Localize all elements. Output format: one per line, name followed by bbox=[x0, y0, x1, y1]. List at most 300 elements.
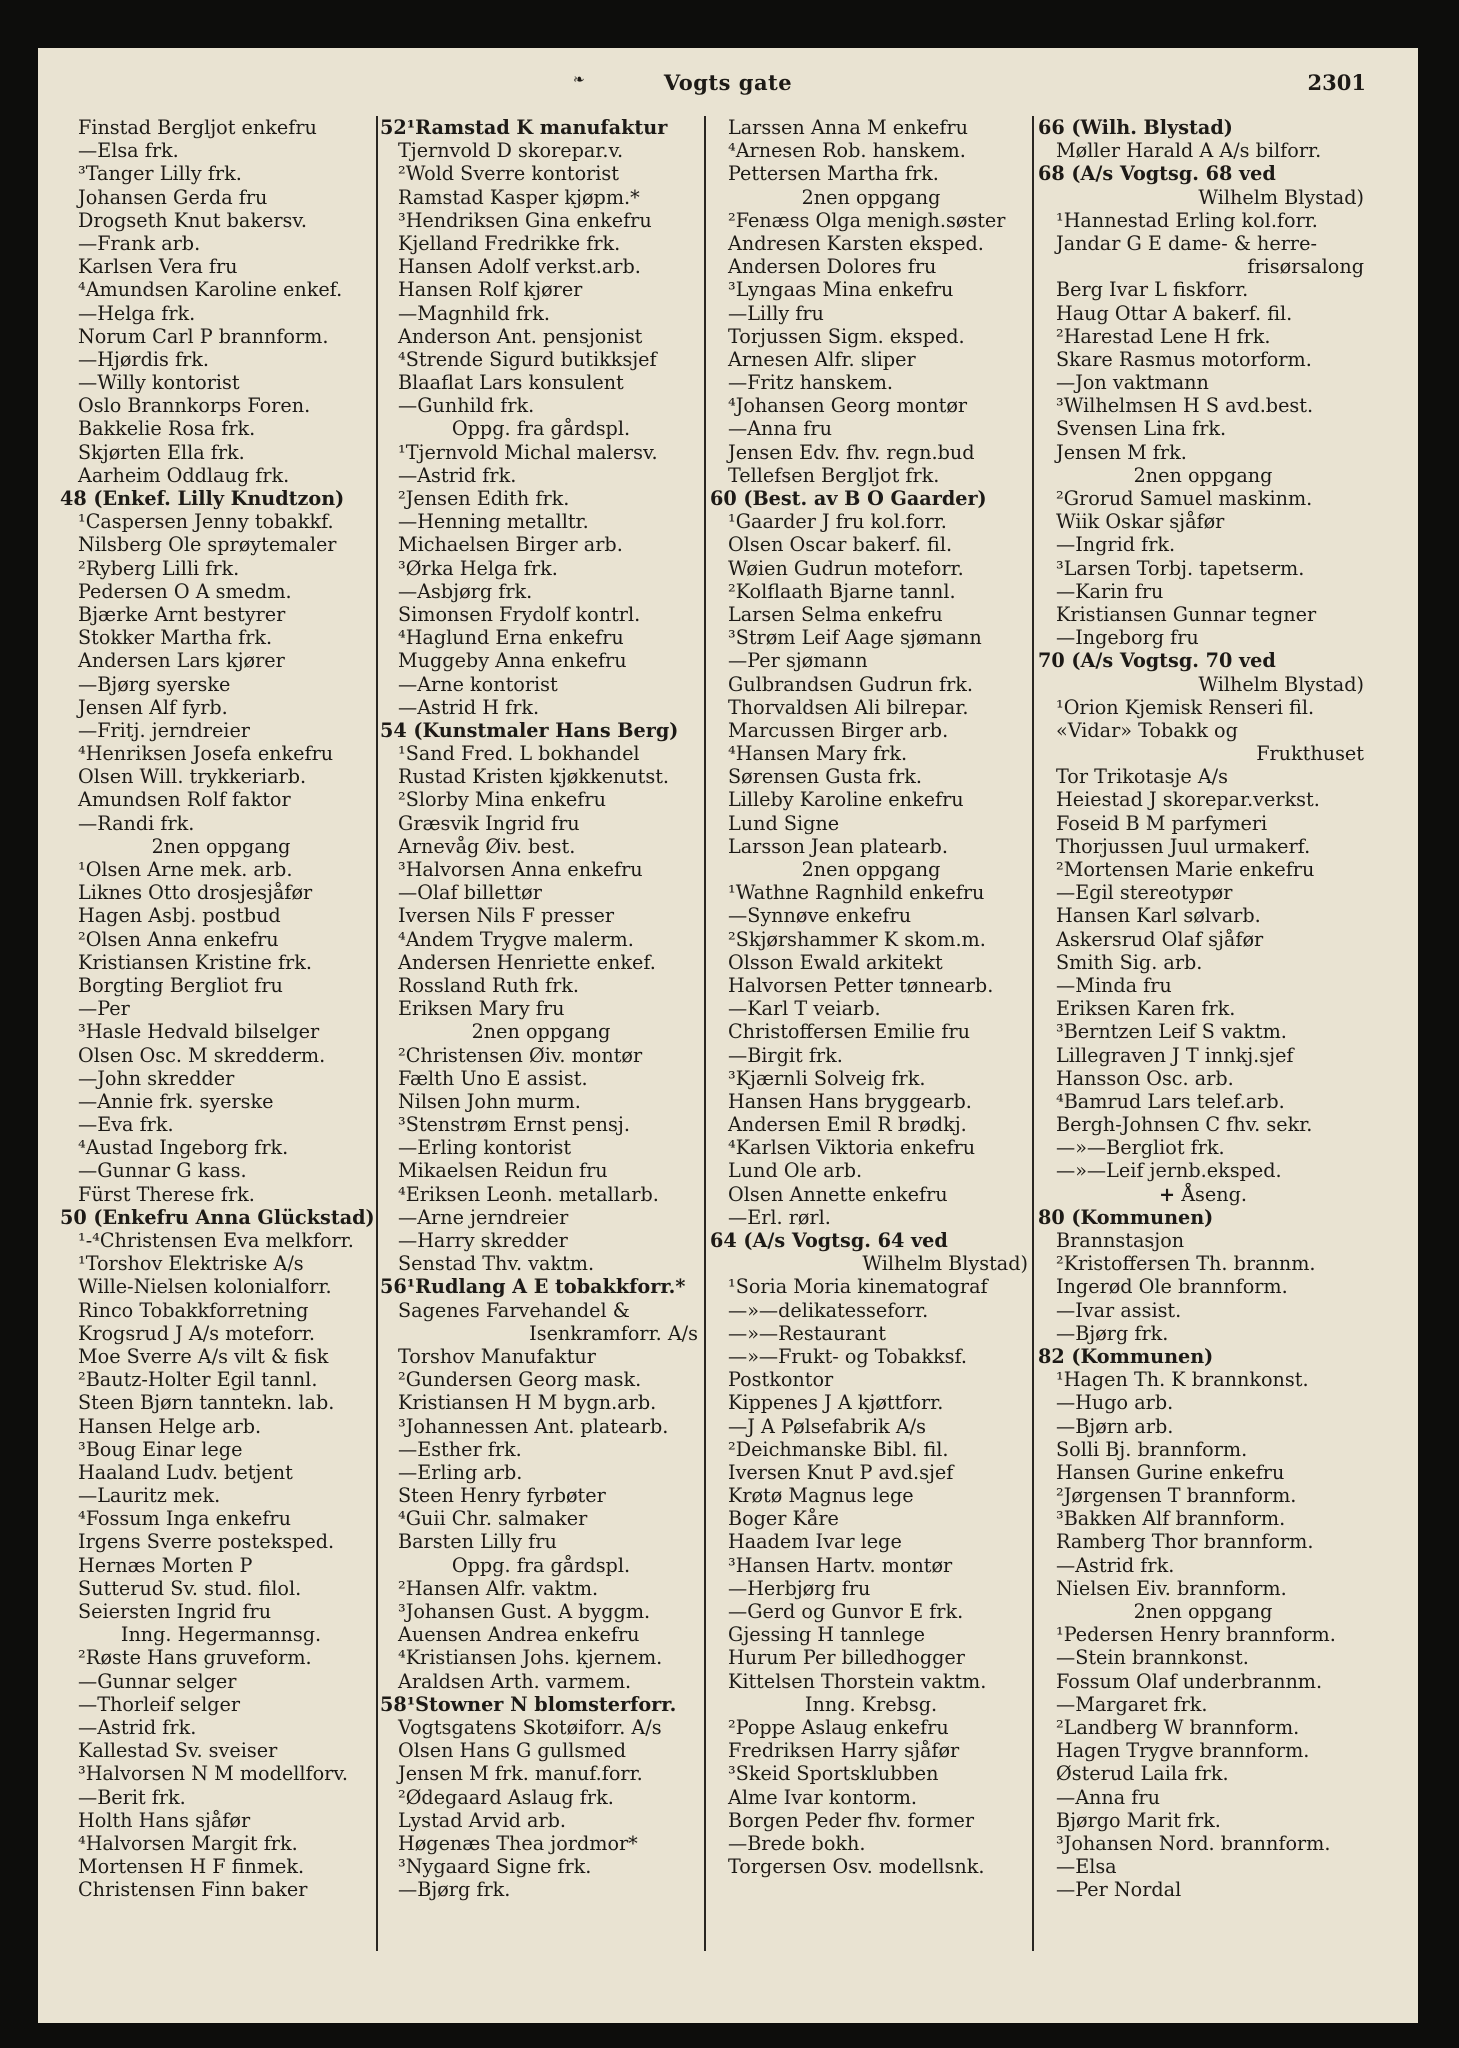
entry-text: —Anna fru bbox=[1056, 1785, 1160, 1809]
resident-entry bbox=[1038, 487, 1368, 510]
resident-entry bbox=[710, 997, 1032, 1020]
resident-entry bbox=[710, 417, 1032, 440]
entry-text: —Randi frk. bbox=[78, 811, 195, 835]
entry-text: Hagen Asbj. postbud bbox=[78, 904, 281, 928]
resident-entry bbox=[380, 441, 702, 464]
entry-text: —»—Leif jernb.eksped. bbox=[1056, 1159, 1282, 1183]
resident-entry bbox=[60, 1345, 382, 1368]
entry-text: ⁴Hansen Mary frk. bbox=[728, 742, 908, 766]
resident-entry bbox=[710, 1832, 1032, 1855]
entry-text: —Ingrid frk. bbox=[1056, 533, 1176, 557]
entry-text: ¹Pedersen Henry brannform. bbox=[1056, 1623, 1336, 1647]
entry-text: Haug Ottar A bakerf. fil. bbox=[1056, 301, 1293, 325]
stairway-heading bbox=[60, 1623, 382, 1646]
resident-entry bbox=[380, 278, 702, 301]
entry-text: ¹Orion Kjemisk Renseri fil. bbox=[1056, 695, 1315, 719]
entry-text: Hurum Per billedhogger bbox=[728, 1646, 965, 1670]
resident-entry bbox=[60, 928, 382, 951]
resident-entry bbox=[60, 1252, 382, 1275]
resident-entry bbox=[1038, 1438, 1368, 1461]
resident-entry bbox=[1038, 1716, 1368, 1739]
entry-text: —Elsa frk. bbox=[78, 139, 179, 163]
entry-text: Gulbrandsen Gudrun frk. bbox=[728, 672, 973, 696]
resident-entry bbox=[60, 232, 382, 255]
entry-text: Pettersen Martha frk. bbox=[728, 162, 939, 186]
resident-entry bbox=[60, 1136, 382, 1159]
resident-entry bbox=[710, 1090, 1032, 1113]
entry-text: «Vidar» Tobakk og bbox=[1056, 718, 1238, 742]
resident-entry bbox=[710, 1762, 1032, 1785]
resident-entry bbox=[60, 325, 382, 348]
resident-entry bbox=[380, 997, 702, 1020]
entry-text: Alme Ivar kontorm. bbox=[728, 1785, 918, 1809]
resident-entry bbox=[710, 788, 1032, 811]
entry-text: Muggeby Anna enkefru bbox=[398, 649, 627, 673]
entry-text: —Astrid frk. bbox=[78, 1715, 197, 1739]
entry-text: Olsen Will. trykkeriarb. bbox=[78, 765, 307, 789]
entry-text: 2nen oppgang bbox=[1133, 463, 1273, 487]
entry-text: Hansen Adolf verkst.arb. bbox=[398, 255, 641, 279]
entry-text: ⁴Bamrud Lars telef.arb. bbox=[1056, 1089, 1285, 1113]
resident-entry bbox=[60, 812, 382, 835]
resident-entry bbox=[710, 1670, 1032, 1693]
entry-text: Lund Signe bbox=[728, 811, 840, 835]
resident-entry bbox=[60, 951, 382, 974]
resident-entry bbox=[1038, 1020, 1368, 1043]
resident-entry bbox=[710, 1415, 1032, 1438]
entry-text: —Astrid frk. bbox=[1056, 1553, 1175, 1577]
entry-text: —Lilly fru bbox=[728, 301, 824, 325]
resident-entry bbox=[710, 1507, 1032, 1530]
entry-text: Rossland Ruth frk. bbox=[398, 973, 579, 997]
resident-entry bbox=[710, 1786, 1032, 1809]
entry-text: Krogsrud J A/s moteforr. bbox=[78, 1321, 315, 1345]
resident-entry bbox=[710, 1368, 1032, 1391]
resident-entry bbox=[1038, 1786, 1368, 1809]
entry-text: —Frank arb. bbox=[78, 231, 201, 255]
entry-text: —»—delikatesseforr. bbox=[728, 1298, 929, 1322]
entry-text: —Annie frk. syerske bbox=[78, 1089, 274, 1113]
entry-text: Olsen Oscar bakerf. fil. bbox=[728, 533, 953, 557]
entry-text: Møller Harald A A/s bilforr. bbox=[1056, 139, 1322, 163]
resident-entry bbox=[60, 510, 382, 533]
entry-text: Borgting Bergliot fru bbox=[78, 973, 283, 997]
address-heading bbox=[1038, 1206, 1368, 1229]
entry-text: ³Tanger Lilly frk. bbox=[78, 162, 242, 186]
resident-entry bbox=[60, 139, 382, 162]
entry-text: Hansen Hans bryggearb. bbox=[728, 1089, 972, 1113]
entry-text: —Hjørdis frk. bbox=[78, 347, 209, 371]
resident-entry bbox=[380, 1159, 702, 1182]
resident-entry bbox=[380, 1322, 702, 1345]
resident-entry bbox=[380, 533, 702, 556]
entry-text: —»—Bergliot frk. bbox=[1056, 1136, 1225, 1160]
entry-text: Fælth Uno E assist. bbox=[398, 1066, 588, 1090]
resident-entry bbox=[710, 1044, 1032, 1067]
entry-text: 50 (Enkefru Anna Glückstad) bbox=[60, 1205, 375, 1229]
entry-text: Sørensen Gusta frk. bbox=[728, 765, 923, 789]
stairway-heading bbox=[380, 1020, 702, 1043]
entry-text: 2nen oppgang bbox=[471, 1020, 611, 1044]
entry-text: Nilsen John murm. bbox=[398, 1089, 581, 1113]
entry-text: Christoffersen Emilie fru bbox=[728, 1020, 970, 1044]
resident-entry bbox=[710, 278, 1032, 301]
resident-entry bbox=[1038, 441, 1368, 464]
resident-entry bbox=[380, 626, 702, 649]
entry-text: ²Ryberg Lilli frk. bbox=[78, 556, 240, 580]
resident-entry bbox=[380, 232, 702, 255]
entry-text: Steen Henry fyrbøter bbox=[398, 1484, 606, 1508]
entry-text: ²Kristoffersen Th. brannm. bbox=[1056, 1252, 1316, 1276]
entry-text: —Erl. rørl. bbox=[728, 1205, 831, 1229]
stairway-heading bbox=[710, 858, 1032, 881]
resident-entry bbox=[60, 649, 382, 672]
entry-text: —Minda fru bbox=[1056, 973, 1172, 997]
resident-entry bbox=[710, 1438, 1032, 1461]
resident-entry bbox=[1038, 974, 1368, 997]
resident-entry bbox=[1038, 1855, 1368, 1878]
ornament-icon: ❧ bbox=[573, 72, 585, 88]
resident-entry bbox=[1038, 696, 1368, 719]
entry-text: Halvorsen Petter tønnearb. bbox=[728, 973, 994, 997]
resident-entry bbox=[60, 1739, 382, 1762]
stairway-heading bbox=[710, 1693, 1032, 1716]
entry-text: Torgersen Osv. modellsnk. bbox=[728, 1855, 985, 1879]
resident-entry bbox=[60, 1577, 382, 1600]
resident-entry bbox=[710, 626, 1032, 649]
resident-entry bbox=[1038, 1554, 1368, 1577]
entry-text: Hansen Rolf kjører bbox=[398, 278, 583, 302]
resident-entry bbox=[710, 951, 1032, 974]
entry-text: Kristiansen Kristine frk. bbox=[78, 950, 312, 974]
entry-text: ³Larsen Torbj. tapetserm. bbox=[1056, 556, 1305, 580]
entry-text: Torshov Manufaktur bbox=[398, 1344, 596, 1368]
resident-entry bbox=[380, 1646, 702, 1669]
resident-entry bbox=[380, 1391, 702, 1414]
entry-text: ³Hasle Hedvald bilselger bbox=[78, 1020, 320, 1044]
entry-text: Drogseth Knut bakersv. bbox=[78, 208, 308, 232]
resident-entry bbox=[60, 1554, 382, 1577]
resident-entry bbox=[1038, 232, 1368, 255]
resident-entry bbox=[710, 1646, 1032, 1669]
entry-text: Hansson Osc. arb. bbox=[1056, 1066, 1234, 1090]
resident-entry bbox=[710, 441, 1032, 464]
entry-text: Marcussen Birger arb. bbox=[728, 718, 949, 742]
entry-text: 52¹Ramstad K manufaktur bbox=[380, 116, 668, 139]
resident-entry bbox=[380, 186, 702, 209]
entry-text: —Asbjørg frk. bbox=[398, 579, 533, 603]
entry-text: —Berit frk. bbox=[78, 1785, 186, 1809]
resident-entry bbox=[1038, 765, 1368, 788]
resident-entry bbox=[380, 1809, 702, 1832]
entry-text: Østerud Laila frk. bbox=[1056, 1762, 1229, 1786]
resident-entry bbox=[1038, 904, 1368, 927]
entry-text: Christensen Finn baker bbox=[78, 1878, 308, 1902]
entry-text: ²Grorud Samuel maskinm. bbox=[1056, 487, 1313, 510]
entry-text: —Lauritz mek. bbox=[78, 1484, 221, 1508]
entry-text: ⁴Guii Chr. salmaker bbox=[398, 1507, 588, 1531]
resident-entry bbox=[710, 209, 1032, 232]
resident-entry bbox=[380, 858, 702, 881]
entry-text: Wiik Oskar sjåfør bbox=[1056, 510, 1225, 534]
entry-text: —Erling arb. bbox=[398, 1460, 523, 1484]
resident-entry bbox=[710, 673, 1032, 696]
entry-text: Lillegraven J T innkj.sjef bbox=[1056, 1043, 1294, 1067]
resident-entry bbox=[60, 1530, 382, 1553]
entry-text: Foseid B M parfymeri bbox=[1056, 811, 1268, 835]
resident-entry bbox=[710, 394, 1032, 417]
entry-text: ²Poppe Aslaug enkefru bbox=[728, 1715, 949, 1739]
resident-entry bbox=[380, 557, 702, 580]
resident-entry bbox=[1038, 1113, 1368, 1136]
entry-text: ²Deichmanske Bibl. fil. bbox=[728, 1437, 949, 1461]
resident-entry bbox=[60, 1438, 382, 1461]
entry-text: ³Kjærnli Solveig frk. bbox=[728, 1066, 926, 1090]
entry-text: Kippenes J A kjøttforr. bbox=[728, 1391, 944, 1415]
entry-text: ¹Hagen Th. K brannkonst. bbox=[1056, 1368, 1309, 1392]
entry-text: —Per sjømann bbox=[728, 649, 868, 673]
resident-entry bbox=[380, 1183, 702, 1206]
resident-entry bbox=[1038, 603, 1368, 626]
entry-text: Haaland Ludv. betjent bbox=[78, 1460, 293, 1484]
resident-entry bbox=[60, 1391, 382, 1414]
resident-entry bbox=[380, 348, 702, 371]
resident-entry bbox=[710, 719, 1032, 742]
entry-text: Oppg. fra gårdspl. bbox=[451, 417, 631, 441]
resident-entry bbox=[1038, 533, 1368, 556]
stairway-heading bbox=[380, 1554, 702, 1577]
entry-text: —Bjørg frk. bbox=[1056, 1321, 1169, 1345]
resident-entry bbox=[60, 116, 382, 139]
resident-entry bbox=[1038, 626, 1368, 649]
entry-text: Anderson Ant. pensjonist bbox=[398, 324, 643, 348]
resident-entry bbox=[710, 1345, 1032, 1368]
entry-text: ¹Hannestad Erling kol.forr. bbox=[1056, 208, 1318, 232]
resident-entry bbox=[60, 394, 382, 417]
entry-text: Barsten Lilly fru bbox=[398, 1530, 557, 1554]
resident-entry bbox=[380, 928, 702, 951]
entry-text: —John skredder bbox=[78, 1066, 235, 1090]
resident-entry bbox=[380, 1739, 702, 1762]
resident-entry bbox=[710, 1136, 1032, 1159]
entry-text: ¹-⁴Christensen Eva melkforr. bbox=[78, 1229, 354, 1252]
entry-text: Inng. Hegermannsg. bbox=[120, 1623, 322, 1647]
stairway-heading bbox=[380, 417, 702, 440]
resident-entry bbox=[1038, 1577, 1368, 1600]
resident-entry bbox=[710, 696, 1032, 719]
entry-text: Oslo Brannkorps Foren. bbox=[78, 394, 311, 418]
entry-text: ⁴Austad Ingeborg frk. bbox=[78, 1136, 289, 1160]
entry-text: 68 (A/s Vogtsg. 68 ved bbox=[1038, 162, 1276, 186]
resident-entry bbox=[710, 812, 1032, 835]
entry-text: —Gerd og Gunvor E frk. bbox=[728, 1600, 964, 1623]
resident-entry bbox=[380, 325, 702, 348]
entry-text: Andersen Lars kjører bbox=[78, 649, 285, 673]
resident-entry bbox=[1038, 348, 1368, 371]
resident-entry bbox=[380, 1206, 702, 1229]
entry-text: Hansen Gurine enkefru bbox=[1056, 1460, 1285, 1484]
entry-text: Skjørten Ella frk. bbox=[78, 440, 245, 464]
entry-text: ⁴Haglund Erna enkefru bbox=[398, 626, 624, 650]
resident-entry bbox=[710, 139, 1032, 162]
resident-entry bbox=[1038, 1809, 1368, 1832]
entry-text: Fossum Olaf underbrannm. bbox=[1056, 1669, 1323, 1693]
entry-text: ³Boug Einar lege bbox=[78, 1437, 243, 1461]
entry-text: Ramstad Kasper kjøpm.* bbox=[398, 185, 640, 209]
resident-entry bbox=[60, 1786, 382, 1809]
entry-text: ²Bautz-Holter Egil tannl. bbox=[78, 1368, 318, 1392]
resident-entry bbox=[1038, 1507, 1368, 1530]
entry-text: 70 (A/s Vogtsg. 70 ved bbox=[1038, 649, 1276, 673]
entry-text: Ramberg Thor brannform. bbox=[1056, 1530, 1314, 1554]
entry-text: Auensen Andrea enkefru bbox=[398, 1623, 640, 1647]
entry-text: ⁴Andem Trygve malerm. bbox=[398, 927, 634, 951]
entry-text: Arnevåg Øiv. best. bbox=[398, 834, 576, 858]
entry-text: ³Skeid Sportsklubben bbox=[728, 1762, 939, 1786]
entry-text: Andersen Emil R brødkj. bbox=[728, 1113, 967, 1137]
resident-entry bbox=[380, 812, 702, 835]
entry-text: Gjessing H tannlege bbox=[728, 1623, 926, 1647]
address-heading bbox=[380, 1275, 702, 1298]
entry-text: Wille-Nielsen kolonialforr. bbox=[78, 1275, 332, 1299]
entry-text: Kittelsen Thorstein vaktm. bbox=[728, 1669, 987, 1693]
address-heading bbox=[710, 487, 1032, 510]
entry-text: ²Røste Hans gruveform. bbox=[78, 1646, 312, 1670]
resident-entry bbox=[1038, 719, 1368, 742]
resident-entry bbox=[380, 162, 702, 185]
stairway-heading bbox=[60, 835, 382, 858]
resident-entry bbox=[380, 464, 702, 487]
resident-entry bbox=[60, 603, 382, 626]
entry-text: Rinco Tobakkforretning bbox=[78, 1298, 309, 1322]
resident-entry bbox=[380, 371, 702, 394]
entry-text: ³Nygaard Signe frk. bbox=[398, 1855, 592, 1879]
entry-text: —Stein brannkonst. bbox=[1056, 1646, 1249, 1670]
entry-text: Michaelsen Birger arb. bbox=[398, 533, 623, 557]
resident-entry bbox=[380, 1252, 702, 1275]
resident-entry bbox=[60, 186, 382, 209]
entry-text: Olsson Ewald arkitekt bbox=[728, 950, 943, 974]
resident-entry bbox=[380, 510, 702, 533]
resident-entry bbox=[380, 1345, 702, 1368]
entry-text: Hagen Trygve brannform. bbox=[1056, 1739, 1310, 1763]
resident-entry bbox=[380, 951, 702, 974]
resident-entry bbox=[380, 881, 702, 904]
entry-text: 48 (Enkef. Lilly Knudtzon) bbox=[60, 487, 345, 510]
entry-text: Blaaflat Lars konsulent bbox=[398, 371, 624, 395]
resident-entry bbox=[1038, 1693, 1368, 1716]
stairway-heading bbox=[710, 186, 1032, 209]
resident-entry bbox=[1038, 417, 1368, 440]
entry-text: Lilleby Karoline enkefru bbox=[728, 788, 964, 812]
resident-entry bbox=[1038, 1275, 1368, 1298]
entry-text: Åseng. bbox=[1181, 1182, 1247, 1206]
resident-entry bbox=[380, 696, 702, 719]
entry-text: ³Ørka Helga frk. bbox=[398, 556, 558, 580]
entry-text: Pedersen O A smedm. bbox=[78, 579, 292, 603]
resident-entry bbox=[710, 1206, 1032, 1229]
entry-text: Norum Carl P brannform. bbox=[78, 324, 329, 348]
entry-text: —»—Frukt- og Tobakksf. bbox=[728, 1344, 968, 1368]
entry-text: ³Wilhelmsen H S avd.best. bbox=[1056, 394, 1314, 418]
resident-entry bbox=[380, 1832, 702, 1855]
entry-text: ³Lyngaas Mina enkefru bbox=[728, 278, 954, 302]
resident-entry bbox=[380, 1762, 702, 1785]
resident-entry bbox=[380, 603, 702, 626]
entry-text: Thorvaldsen Ali bilrepar. bbox=[728, 695, 969, 719]
resident-entry bbox=[380, 1368, 702, 1391]
entry-text: Eriksen Karen frk. bbox=[1056, 997, 1236, 1021]
entry-text: —Olaf billettør bbox=[398, 881, 542, 905]
entry-text: ⁴Henriksen Josefa enkefru bbox=[78, 742, 334, 766]
entry-text: Kjelland Fredrikke frk. bbox=[398, 231, 621, 255]
resident-entry bbox=[1038, 371, 1368, 394]
resident-entry bbox=[60, 1855, 382, 1878]
entry-text: ³Halvorsen N M modellforv. bbox=[78, 1762, 349, 1786]
entry-text: ³Berntzen Leif S vaktm. bbox=[1056, 1020, 1287, 1044]
address-heading bbox=[1038, 116, 1368, 139]
entry-text: ¹Caspersen Jenny tobakkf. bbox=[78, 510, 334, 534]
resident-entry bbox=[1038, 1832, 1368, 1855]
resident-entry bbox=[380, 1670, 702, 1693]
resident-entry bbox=[380, 580, 702, 603]
entry-text: ²Olsen Anna enkefru bbox=[78, 927, 279, 951]
resident-entry bbox=[710, 1275, 1032, 1298]
entry-text: Thorjussen Juul urmakerf. bbox=[1056, 834, 1311, 858]
resident-entry bbox=[60, 464, 382, 487]
entry-text: ²Jensen Edith frk. bbox=[398, 487, 570, 510]
column-divider bbox=[1032, 116, 1034, 1951]
resident-entry bbox=[60, 1044, 382, 1067]
entry-text: ³Johannessen Ant. platearb. bbox=[398, 1414, 669, 1438]
resident-entry bbox=[710, 603, 1032, 626]
resident-entry bbox=[710, 928, 1032, 951]
entry-text: Ingerød Ole brannform. bbox=[1056, 1275, 1288, 1299]
entry-text: Steen Bjørn tanntekn. lab. bbox=[78, 1391, 335, 1415]
resident-entry bbox=[1038, 788, 1368, 811]
resident-entry bbox=[60, 881, 382, 904]
resident-entry bbox=[60, 1415, 382, 1438]
resident-entry bbox=[1038, 510, 1368, 533]
entry-text: Hansen Helge arb. bbox=[78, 1414, 262, 1438]
entry-text: Boger Kåre bbox=[728, 1507, 839, 1531]
resident-entry bbox=[710, 742, 1032, 765]
resident-entry bbox=[710, 1461, 1032, 1484]
entry-text: Isenkramforr. A/s bbox=[529, 1321, 698, 1345]
address-heading bbox=[1038, 1345, 1368, 1368]
resident-entry bbox=[60, 696, 382, 719]
entry-text: Jensen M frk. manuf.forr. bbox=[398, 1762, 643, 1786]
resident-entry bbox=[380, 835, 702, 858]
entry-text: 54 (Kunstmaler Hans Berg) bbox=[380, 718, 679, 742]
entry-text: 2nen oppgang bbox=[801, 185, 941, 209]
entry-text: —Erling kontorist bbox=[398, 1136, 572, 1160]
resident-entry bbox=[60, 626, 382, 649]
entry-text: —Synnøve enkefru bbox=[728, 904, 912, 928]
entry-text: Fürst Therese frk. bbox=[78, 1182, 255, 1206]
resident-entry bbox=[1038, 1739, 1368, 1762]
entry-text: ²Kolflaath Bjarne tannl. bbox=[728, 579, 956, 603]
resident-entry bbox=[380, 1113, 702, 1136]
column-1 bbox=[60, 116, 382, 1901]
resident-entry bbox=[1038, 951, 1368, 974]
entry-text: —Gunnar selger bbox=[78, 1669, 237, 1693]
entry-text: —J A Pølsefabrik A/s bbox=[728, 1414, 926, 1438]
resident-entry bbox=[710, 325, 1032, 348]
resident-entry bbox=[380, 1507, 702, 1530]
resident-entry bbox=[1038, 1044, 1368, 1067]
resident-entry bbox=[1038, 394, 1368, 417]
